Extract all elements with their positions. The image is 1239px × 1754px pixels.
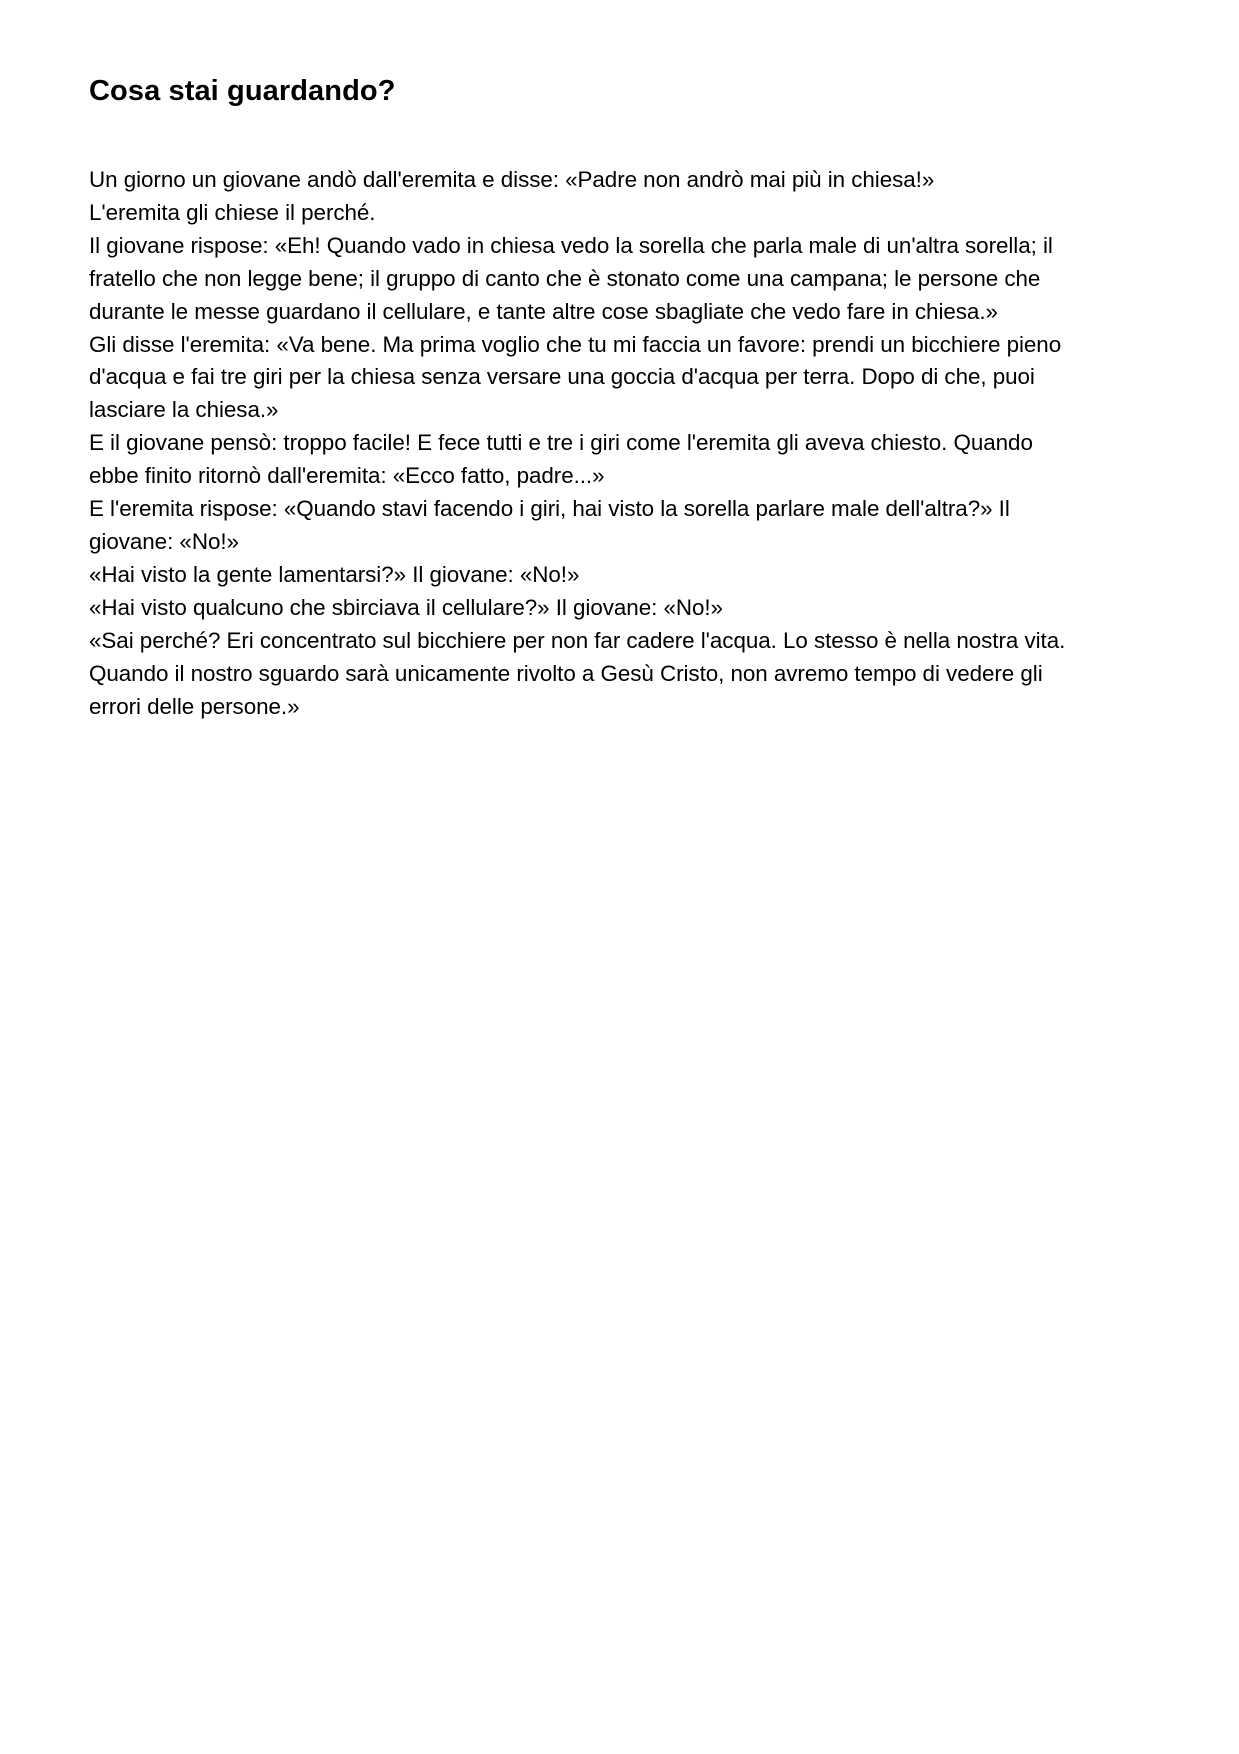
text-line: Quando il nostro sguardo sarà unicamente rivolto a Gesù Cristo, non avremo tempo di vedere gli	[89, 660, 1043, 686]
text-line: ebbe finito ritornò dall'eremita: «Ecco fatto, padre...»	[89, 463, 605, 489]
text-line: L'eremita gli chiese il perché.	[89, 199, 376, 225]
text-line: «Sai perché? Eri concentrato sul bicchiere per non far cadere l'acqua. Lo stesso è nella nostra vita.	[89, 627, 1066, 653]
text-line: durante le messe guardano il cellulare, e tante altre cose sbagliate che vedo fare in chiesa.»	[89, 298, 998, 324]
document-body	[89, 164, 1159, 723]
text-line: d'acqua e fai tre giri per la chiesa senza versare una goccia d'acqua per terra. Dopo di che, puoi	[89, 364, 1035, 390]
text-line: giovane: «No!»	[89, 528, 239, 554]
text-line: Un giorno un giovane andò dall'eremita e disse: «Padre non andrò mai più in chiesa!»	[89, 167, 935, 192]
document-title: Cosa stai guardando?	[89, 75, 396, 107]
text-line: Il giovane rispose: «Eh! Quando vado in chiesa vedo la sorella che parla male di un'altra sorella; il	[89, 232, 1053, 258]
text-line: lasciare la chiesa.»	[89, 397, 279, 423]
text-line: errori delle persone.»	[89, 693, 300, 719]
text-line: E l'eremita rispose: «Quando stavi facendo i giri, hai visto la sorella parlare male dell'altra?» Il	[89, 496, 1010, 522]
text-line: E il giovane pensò: troppo facile! E fece tutti e tre i giri come l'eremita gli aveva chiesto. Quando	[89, 430, 1033, 456]
text-line: «Hai visto la gente lamentarsi?» Il giovane: «No!»	[89, 561, 580, 587]
text-line: fratello che non legge bene; il gruppo di canto che è stonato come una campana; le persone che	[89, 265, 1041, 291]
text-line: Gli disse l'eremita: «Va bene. Ma prima voglio che tu mi faccia un favore: prendi un bicchiere pieno	[89, 331, 1062, 357]
text-line: «Hai visto qualcuno che sbirciava il cellulare?» Il giovane: «No!»	[89, 594, 723, 620]
